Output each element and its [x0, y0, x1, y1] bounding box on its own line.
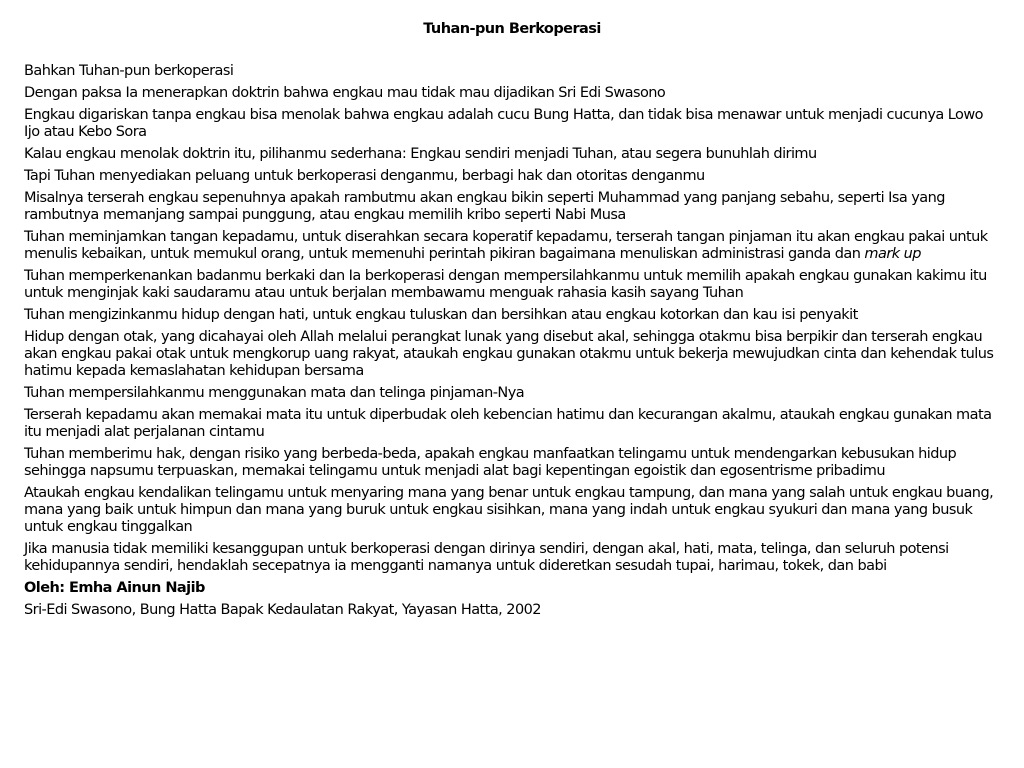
paragraph-12: Terserah kepadamu akan memakai mata itu untuk diperbudak oleh kebencian hatimu dan kecurangan akalmu, ataukah engkau gunakan mata itu menjadi alat perjalanan cintamu [24, 407, 992, 440]
author-line: Oleh: Emha Ainun Najib [24, 580, 205, 596]
paragraph-9: Tuhan mengizinkanmu hidup dengan hati, untuk engkau tuluskan dan bersihkan atau engkau kotorkan dan kau isi penyakit [24, 307, 858, 323]
paragraph-15: Jika manusia tidak memiliki kesanggupan untuk berkoperasi dengan dirinya sendiri, dengan akal, hati, mata, telinga, dan seluruh potensi kehidupannya sendiri, hendaklah secepatnya ia mengganti namanya untuk dideretkan sesudah tupai, harimau, tokek, dan babi [24, 541, 949, 574]
source-line: Sri-Edi Swasono, Bung Hatta Bapak Kedaulatan Rakyat, Yayasan Hatta, 2002 [24, 602, 541, 618]
paragraph-14: Ataukah engkau kendalikan telingamu untuk menyaring mana yang benar untuk engkau tampung, dan mana yang salah untuk engkau buang, mana yang baik untuk himpun dan mana yang buruk untuk engkau sisihkan, mana yang indah untuk engkau syukuri dan mana yang busuk untuk engkau tinggalkan [24, 485, 994, 535]
paragraph-5: Tapi Tuhan menyediakan peluang untuk berkoperasi denganmu, berbagi hak dan otoritas denganmu [24, 168, 705, 184]
paragraph-3: Engkau digariskan tanpa engkau bisa menolak bahwa engkau adalah cucu Bung Hatta, dan tidak bisa menawar untuk menjadi cucunya Lowo Ijo atau Kebo Sora [24, 107, 983, 140]
paragraph-11: Tuhan mempersilahkanmu menggunakan mata dan telinga pinjaman-Nya [24, 385, 525, 401]
document-body [24, 63, 1002, 624]
paragraph-7-text: Tuhan meminjamkan tangan kepadamu, untuk diserahkan secara koperatif kepadamu, terserah tangan pinjaman itu akan engkau pakai untuk menulis kebaikan, untuk memukul orang, untuk memenuhi perintah pikiran bagaimana menuliskan administrasi ganda dan [24, 229, 988, 262]
paragraph-2: Dengan paksa Ia menerapkan doktrin bahwa engkau mau tidak mau dijadikan Sri Edi Swasono [24, 85, 666, 101]
paragraph-4: Kalau engkau menolak doktrin itu, pilihanmu sederhana: Engkau sendiri menjadi Tuhan, atau segera bunuhlah dirimu [24, 146, 817, 162]
paragraph-6: Misalnya terserah engkau sepenuhnya apakah rambutmu akan engkau bikin seperti Muhammad yang panjang sebahu, seperti Isa yang rambutnya memanjang sampai punggung, atau engkau memilih kribo seperti Nabi Musa [24, 190, 945, 223]
paragraph-1: Bahkan Tuhan-pun berkoperasi [24, 63, 234, 79]
paragraph-13: Tuhan memberimu hak, dengan risiko yang berbeda-beda, apakah engkau manfaatkan telingamu untuk mendengarkan kebusukan hidup sehingga napsumu terpuaskan, memakai telingamu untuk menjadi alat bagi kepentingan egoistik dan egosentrisme pribadimu [24, 446, 957, 479]
italic-term: mark up [864, 246, 921, 262]
page-title: Tuhan-pun Berkoperasi [423, 21, 601, 37]
paragraph-7 [24, 229, 1002, 263]
paragraph-8: Tuhan memperkenankan badanmu berkaki dan Ia berkoperasi dengan mempersilahkanmu untuk memilih apakah engkau gunakan kakimu itu untuk menginjak kaki saudaramu atau untuk berjalan membawamu menguak rahasia kasih sayang Tuhan [24, 268, 987, 301]
paragraph-10: Hidup dengan otak, yang dicahayai oleh Allah melalui perangkat lunak yang disebut akal, sehingga otakmu bisa berpikir dan terserah engkau akan engkau pakai otak untuk mengkorup uang rakyat, ataukah engkau gunakan otakmu untuk bekerja mewujudkan cinta dan kehendak tulus hatimu kepada kemaslahatan kehidupan bersama [24, 329, 994, 379]
